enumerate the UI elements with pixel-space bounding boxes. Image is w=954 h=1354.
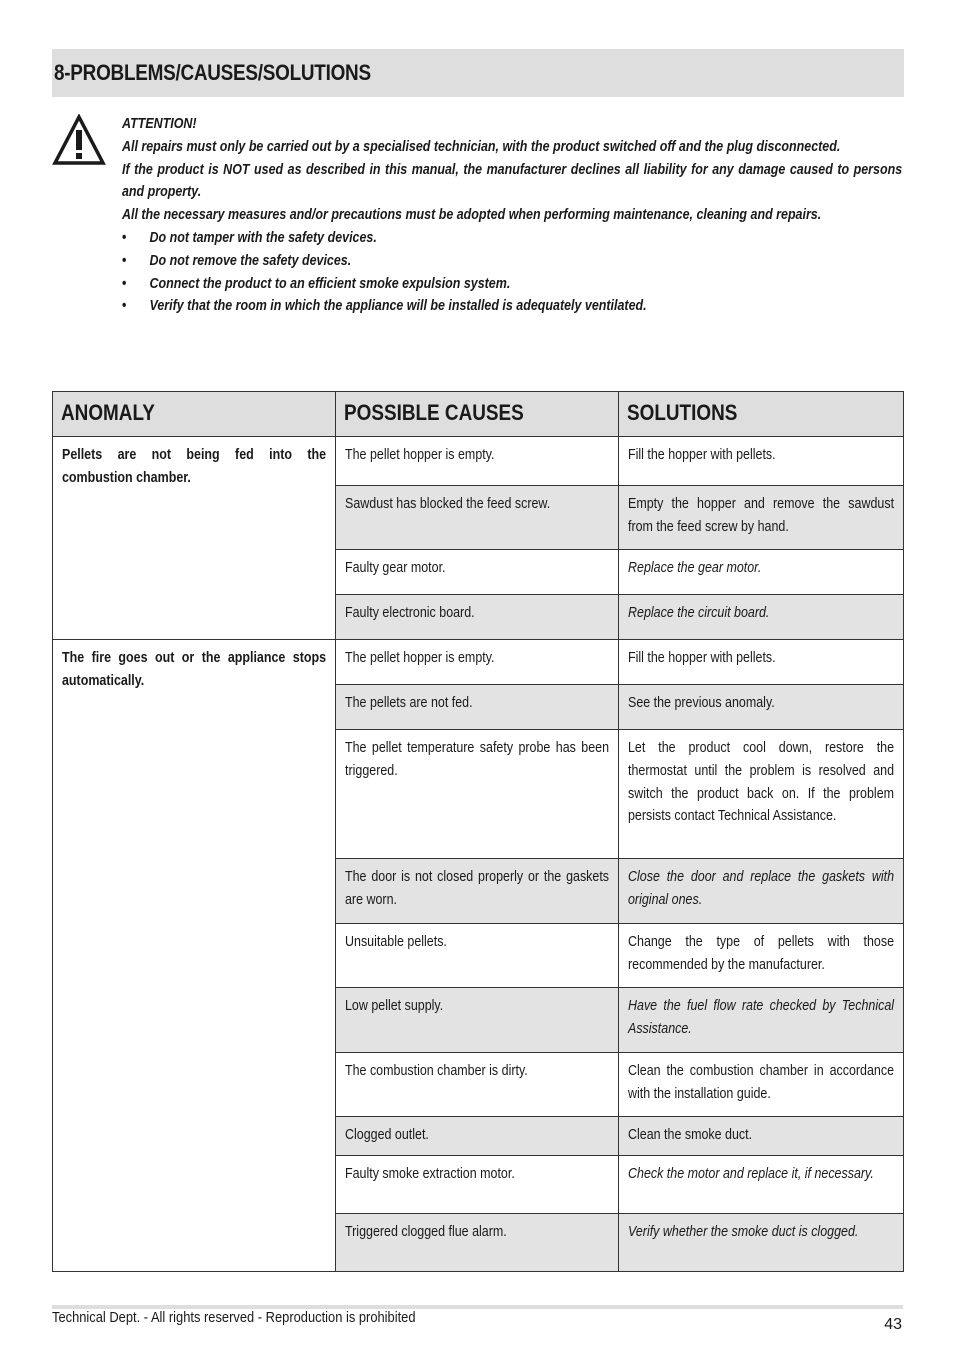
cause-cell: The pellet temperature safety probe has been triggered.: [336, 730, 619, 859]
table-row: [53, 640, 904, 685]
cause-cell: Sawdust has blocked the feed screw.: [336, 486, 619, 550]
cause-cell: The pellets are not fed.: [336, 685, 619, 730]
attention-paragraph: All the necessary measures and/or precautions must be adopted when performing maintenance, cleaning and repairs.: [122, 207, 822, 224]
anomaly-cell: The fire goes out or the appliance stops automatically.: [53, 640, 336, 1272]
solution-cell: Clean the combustion chamber in accordance with the installation guide.: [619, 1053, 904, 1117]
solution-cell: Replace the gear motor.: [619, 550, 904, 595]
cause-cell: Faulty electronic board.: [336, 595, 619, 640]
solution-cell: Verify whether the smoke duct is clogged.: [619, 1214, 904, 1272]
bullet-item: • Verify that the room in which the appliance will be installed is adequately ventilated.: [122, 295, 902, 318]
attention-heading: ATTENTION!: [122, 116, 197, 132]
solution-cell: Empty the hopper and remove the sawdust from the feed screw by hand.: [619, 486, 904, 550]
solution-cell: Close the door and replace the gaskets with original ones.: [619, 859, 904, 924]
header-solutions: SOLUTIONS: [619, 392, 904, 437]
header-anomaly: ANOMALY: [53, 392, 336, 437]
solution-cell: Fill the hopper with pellets.: [619, 437, 904, 486]
header-possible-causes: POSSIBLE CAUSES: [336, 392, 619, 437]
cause-cell: The door is not closed properly or the gaskets are worn.: [336, 859, 619, 924]
cause-cell: The combustion chamber is dirty.: [336, 1053, 619, 1117]
solution-cell: Let the product cool down, restore the thermostat until the problem is resolved and switch the product back on. If the problem persists contact Technical Assistance.: [619, 730, 904, 859]
section-title: 8-PROBLEMS/CAUSES/SOLUTIONS: [54, 60, 371, 85]
troubleshooting-table: [52, 391, 903, 1272]
table-row: [53, 437, 904, 486]
cause-cell: Clogged outlet.: [336, 1117, 619, 1156]
solution-cell: Fill the hopper with pellets.: [619, 640, 904, 685]
solution-cell: Change the type of pellets with those recommended by the manufacturer.: [619, 924, 904, 988]
attention-paragraph: If the product is NOT used as described in this manual, the manufacturer declines all liability for any damage caused to persons and property.: [122, 161, 903, 201]
table-header-row: [53, 392, 904, 437]
cause-cell: Unsuitable pellets.: [336, 924, 619, 988]
solution-cell: Have the fuel flow rate checked by Technical Assistance.: [619, 988, 904, 1053]
cause-cell: Low pellet supply.: [336, 988, 619, 1053]
warning-triangle-icon: [52, 114, 106, 166]
bullet-item: • Do not tamper with the safety devices.: [122, 227, 902, 250]
cause-cell: Faulty smoke extraction motor.: [336, 1156, 619, 1214]
attention-bullet-list: [122, 227, 902, 318]
anomaly-cell: Pellets are not being fed into the combustion chamber.: [53, 437, 336, 640]
bullet-item: • Do not remove the safety devices.: [122, 250, 902, 273]
solution-cell: Check the motor and replace it, if necessary.: [619, 1156, 904, 1214]
page-number: 43: [884, 1316, 902, 1333]
footer-text: Technical Dept. - All rights reserved - Reproduction is prohibited: [52, 1309, 416, 1326]
cause-cell: The pellet hopper is empty.: [336, 640, 619, 685]
solution-cell: See the previous anomaly.: [619, 685, 904, 730]
bullet-item: • Connect the product to an efficient smoke expulsion system.: [122, 273, 902, 296]
attention-paragraph: All repairs must only be carried out by a specialised technician, with the product switched off and the plug disconnected.: [122, 138, 841, 155]
cause-cell: The pellet hopper is empty.: [336, 437, 619, 486]
solution-cell: Replace the circuit board.: [619, 595, 904, 640]
section-header: [52, 49, 904, 97]
solution-cell: Clean the smoke duct.: [619, 1117, 904, 1156]
cause-cell: Triggered clogged flue alarm.: [336, 1214, 619, 1272]
attention-notice: [122, 113, 902, 318]
cause-cell: Faulty gear motor.: [336, 550, 619, 595]
